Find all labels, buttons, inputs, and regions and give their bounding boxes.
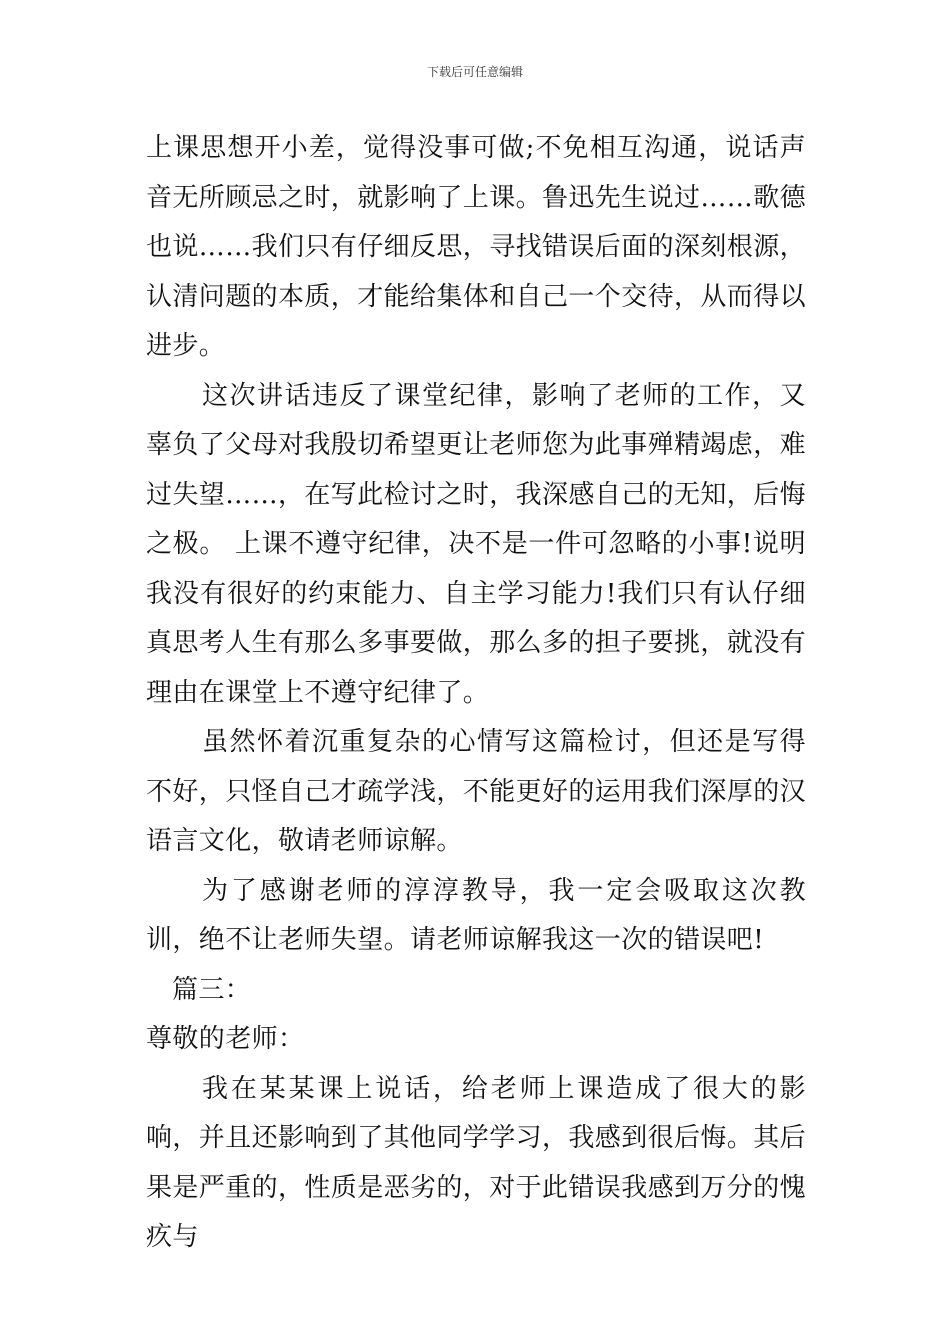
document-body [146, 124, 806, 1263]
paragraph-2: 这次讲话违反了课堂纪律，影响了老师的工作，又辜负了父母对我殷切希望更让老师您为此事殚精竭虑，难过失望……，在写此检讨之时，我深感自己的无知，后悔之极。 上课不遵守纪律，决不是一件可忽略的小事!说明我没有很好的约束能力、自主学习能力!我们只有认仔细真思考人生有那么多事要做，那么多的担子要挑，就没有理由在课堂上不遵守纪律了。 [146, 380, 807, 708]
section-heading: 篇三： [172, 974, 252, 1005]
paragraph-1: 上课思想开小差，觉得没事可做;不免相互沟通，说话声音无所顾忌之时，就影响了上课。鲁迅先生说过……歌德也说……我们只有仔细反思，寻找错误后面的深刻根源，认清问题的本质，才能给集体和自己一个交待，从而得以进步。 [146, 133, 807, 361]
salutation: 尊敬的老师： [146, 1024, 305, 1054]
paragraph-3: 虽然怀着沉重复杂的心情写这篇检讨，但还是写得不好，只怪自己才疏学浅，不能更好的运用我们深厚的汉语言文化，敬请老师谅解。 [146, 727, 807, 856]
paragraph-4: 为了感谢老师的淳淳教导，我一定会吸取这次教训，绝不让老师失望。请老师谅解我这一次的错误吧! [146, 875, 806, 955]
page-header: 下载后可任意编辑 [426, 65, 523, 79]
paragraph-5: 我在某某课上说话，给老师上课造成了很大的影响，并且还影响到了其他同学学习，我感到很后悔。其后果是严重的，性质是恶劣的，对于此错误我感到万分的愧疚与 [146, 1073, 807, 1252]
